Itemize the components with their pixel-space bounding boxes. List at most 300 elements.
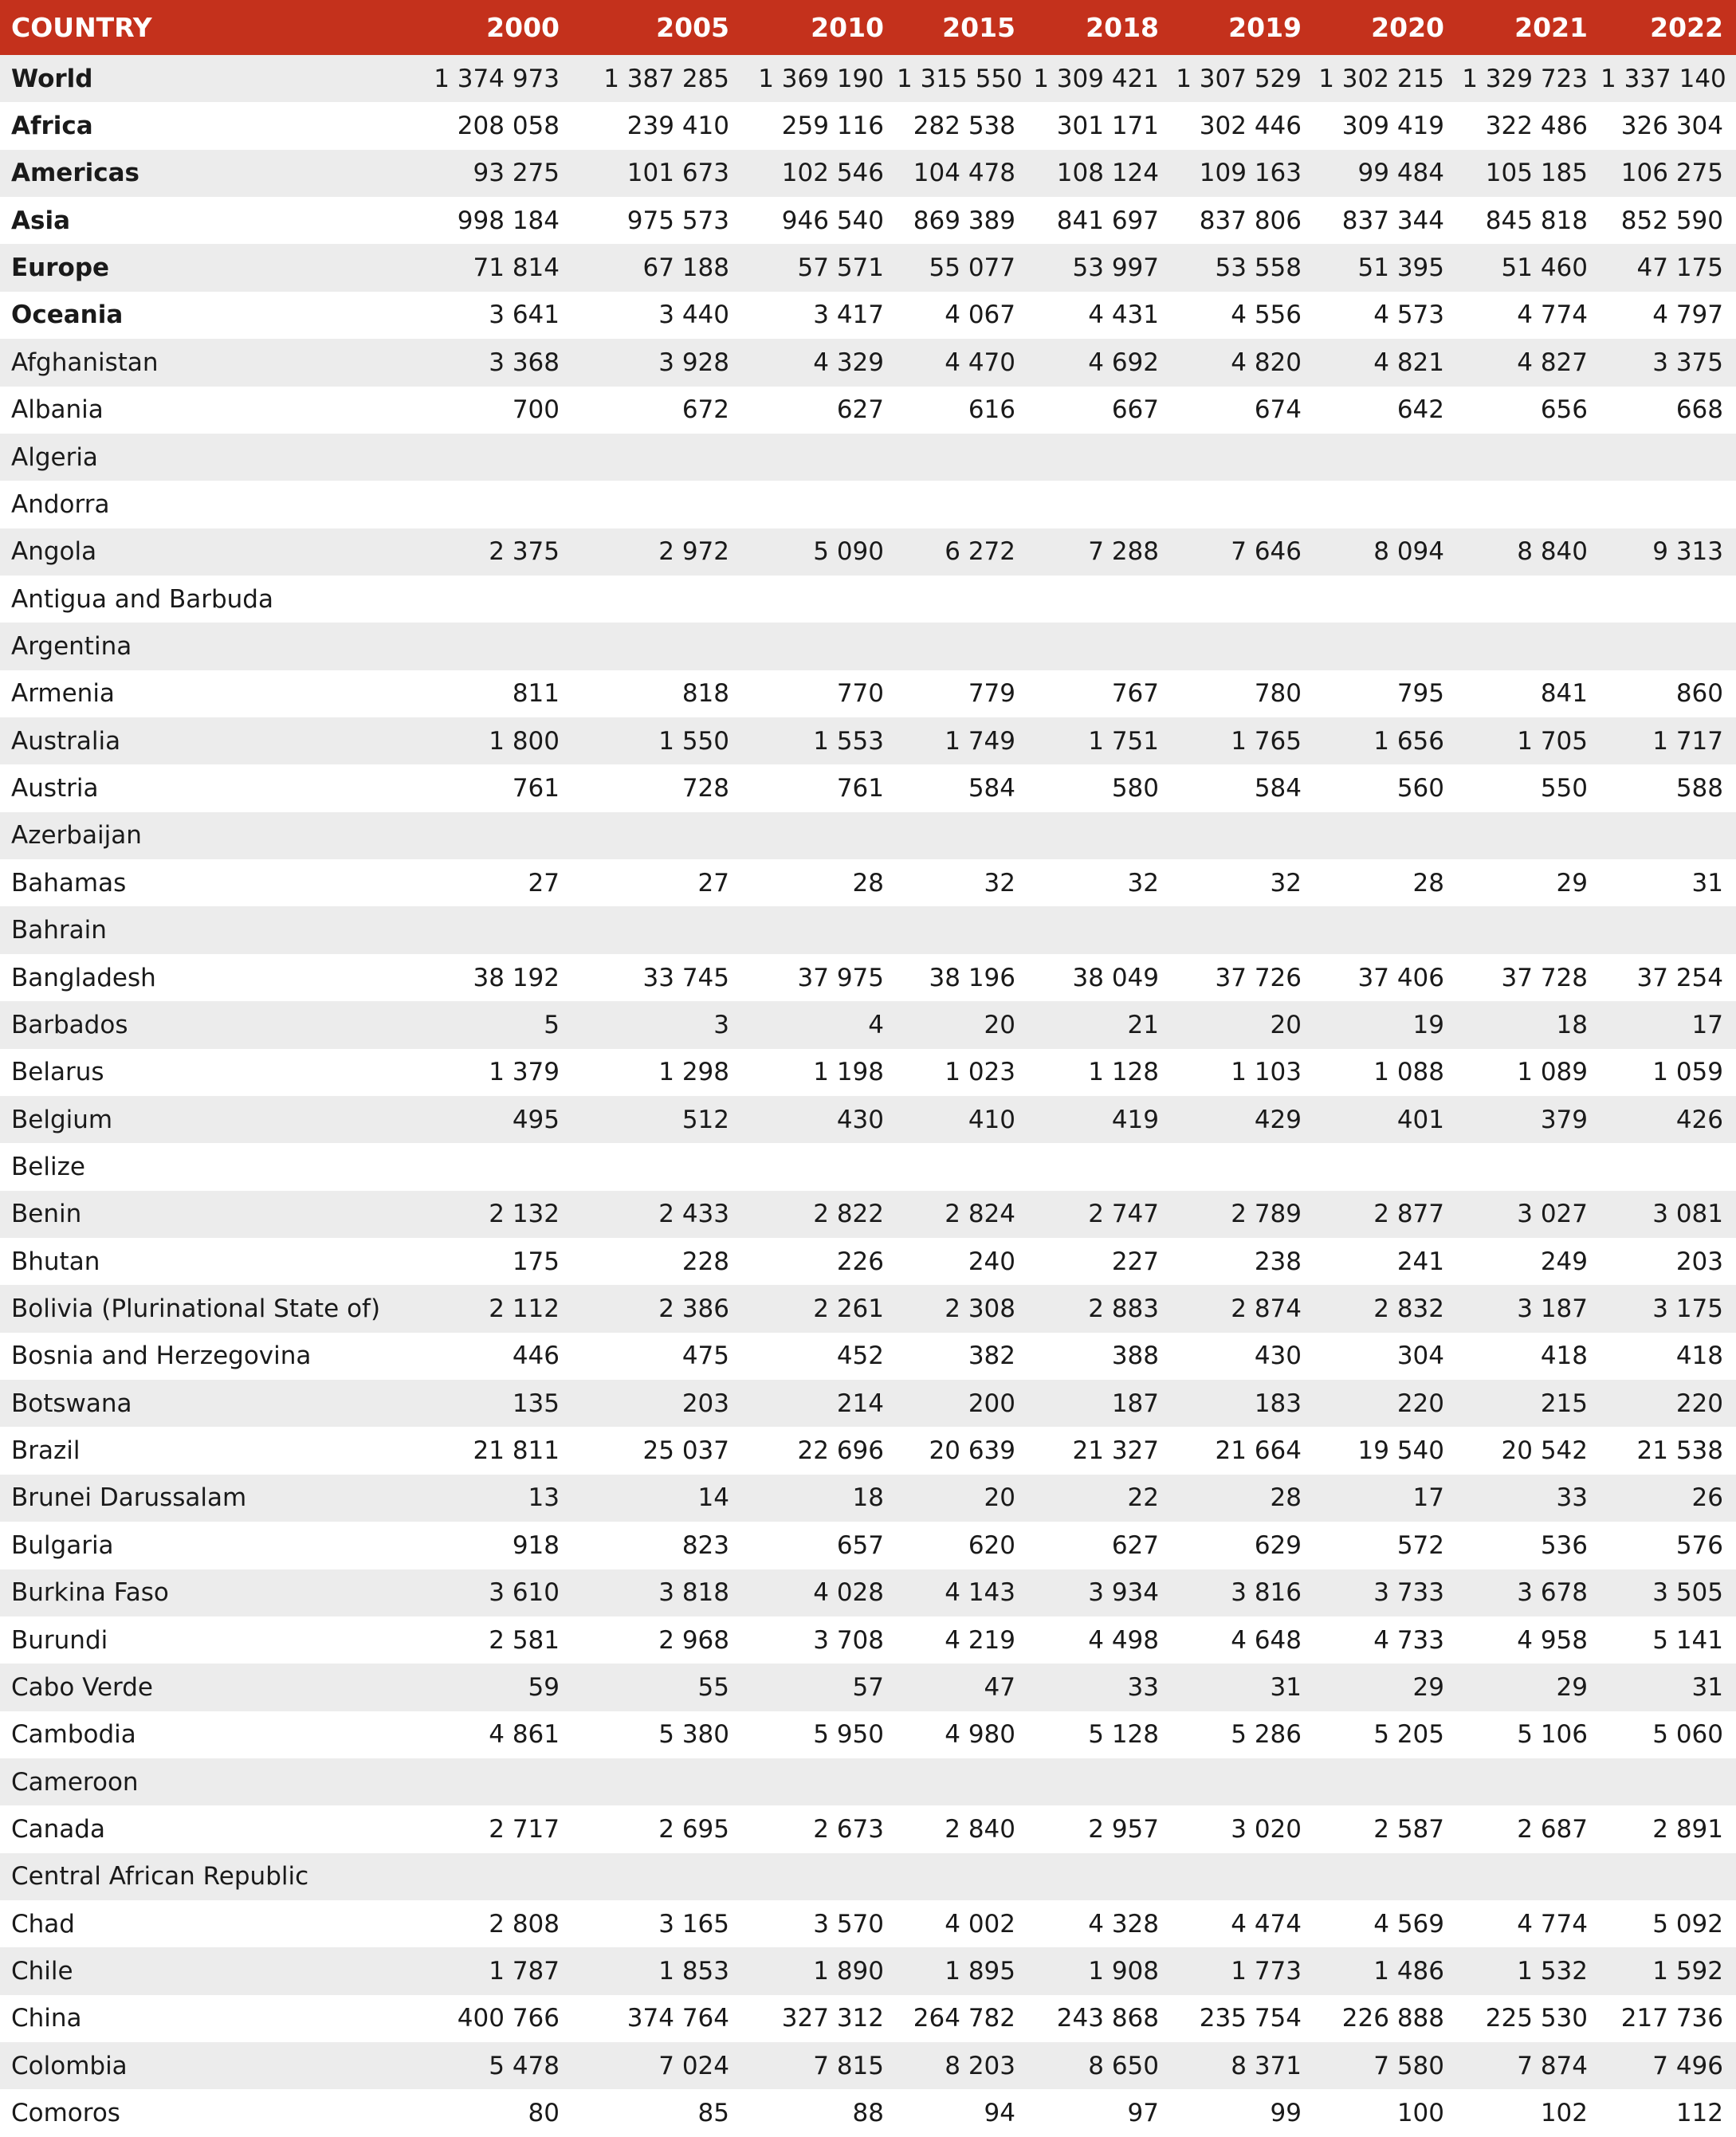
value-cell: 3 816	[1172, 1569, 1314, 1616]
value-cell: 301 171	[1028, 102, 1172, 149]
value-cell	[414, 623, 572, 670]
value-cell: 4 648	[1172, 1616, 1314, 1664]
value-cell: 31	[1600, 1664, 1736, 1711]
value-cell: 572	[1314, 1522, 1457, 1569]
value-cell: 106 275	[1600, 150, 1736, 197]
value-cell: 109 163	[1172, 150, 1314, 197]
value-cell	[742, 906, 897, 953]
table-row	[0, 292, 1736, 339]
value-cell: 47	[897, 1664, 1028, 1711]
value-cell: 208 058	[414, 102, 572, 149]
value-cell: 3 027	[1457, 1191, 1600, 1238]
value-cell	[1172, 623, 1314, 670]
value-cell: 7 580	[1314, 2042, 1457, 2089]
value-cell: 1 908	[1028, 1947, 1172, 1994]
table-row	[0, 1853, 1736, 1900]
country-name-cell: Burkina Faso	[0, 1569, 414, 1616]
value-cell: 1 787	[414, 1947, 572, 1994]
value-cell	[1172, 434, 1314, 481]
value-cell: 5 286	[1172, 1711, 1314, 1758]
value-cell: 37 728	[1457, 954, 1600, 1001]
table-row	[0, 528, 1736, 575]
value-cell	[1314, 575, 1457, 623]
value-cell: 3 175	[1600, 1285, 1736, 1332]
value-cell: 2 308	[897, 1285, 1028, 1332]
value-cell	[742, 1853, 897, 1900]
value-cell: 2 840	[897, 1805, 1028, 1852]
value-cell: 215	[1457, 1380, 1600, 1427]
value-cell: 4 797	[1600, 292, 1736, 339]
country-name-cell: Brazil	[0, 1427, 414, 1474]
value-cell: 105 185	[1457, 150, 1600, 197]
country-name-cell: Chad	[0, 1900, 414, 1947]
value-cell: 1 800	[414, 717, 572, 764]
value-cell: 3 165	[572, 1900, 742, 1947]
table-row	[0, 623, 1736, 670]
value-cell: 4 002	[897, 1900, 1028, 1947]
value-cell: 7 024	[572, 2042, 742, 2089]
value-cell: 426	[1600, 1096, 1736, 1143]
value-cell: 100	[1314, 2089, 1457, 2136]
value-cell: 2 891	[1600, 1805, 1736, 1852]
value-cell: 3 818	[572, 1569, 742, 1616]
value-cell: 1 298	[572, 1049, 742, 1096]
value-cell: 837 344	[1314, 197, 1457, 244]
value-cell	[1457, 481, 1600, 528]
value-cell	[414, 481, 572, 528]
value-cell: 779	[897, 670, 1028, 717]
value-cell	[1028, 906, 1172, 953]
value-cell: 5 106	[1457, 1711, 1600, 1758]
value-cell	[1172, 906, 1314, 953]
value-cell: 4 692	[1028, 339, 1172, 386]
country-name-cell: Comoros	[0, 2089, 414, 2136]
country-name-cell: Colombia	[0, 2042, 414, 2089]
value-cell	[1457, 1853, 1600, 1900]
value-cell: 203	[1600, 1238, 1736, 1285]
value-cell: 3 934	[1028, 1569, 1172, 1616]
value-cell: 2 972	[572, 528, 742, 575]
value-cell: 217 736	[1600, 1995, 1736, 2042]
country-name-cell: Central African Republic	[0, 1853, 414, 1900]
value-cell	[1600, 481, 1736, 528]
value-cell: 2 433	[572, 1191, 742, 1238]
value-cell: 226	[742, 1238, 897, 1285]
country-name-cell: Austria	[0, 764, 414, 811]
value-cell	[1600, 575, 1736, 623]
header-cell-year: 2019	[1172, 0, 1314, 55]
country-name-cell: Bangladesh	[0, 954, 414, 1001]
value-cell: 3	[572, 1001, 742, 1048]
value-cell	[414, 906, 572, 953]
value-cell: 203	[572, 1380, 742, 1427]
value-cell: 4 329	[742, 339, 897, 386]
value-cell	[1028, 623, 1172, 670]
table-row	[0, 1475, 1736, 1522]
value-cell: 55 077	[897, 244, 1028, 291]
value-cell	[1172, 1758, 1314, 1805]
table-row	[0, 1664, 1736, 1711]
value-cell: 4	[742, 1001, 897, 1048]
value-cell: 22 696	[742, 1427, 897, 1474]
value-cell: 28	[1172, 1475, 1314, 1522]
value-cell: 2 717	[414, 1805, 572, 1852]
table-row	[0, 954, 1736, 1001]
value-cell: 135	[414, 1380, 572, 1427]
value-cell: 57	[742, 1664, 897, 1711]
value-cell: 104 478	[897, 150, 1028, 197]
value-cell: 18	[742, 1475, 897, 1522]
value-cell	[897, 575, 1028, 623]
value-cell	[1028, 434, 1172, 481]
value-cell: 767	[1028, 670, 1172, 717]
value-cell: 475	[572, 1333, 742, 1380]
value-cell	[1028, 481, 1172, 528]
value-cell	[742, 623, 897, 670]
country-name-cell: Bahamas	[0, 859, 414, 906]
value-cell: 37 254	[1600, 954, 1736, 1001]
value-cell: 32	[897, 859, 1028, 906]
value-cell: 588	[1600, 764, 1736, 811]
value-cell: 259 116	[742, 102, 897, 149]
value-cell	[1314, 812, 1457, 859]
value-cell	[897, 1853, 1028, 1900]
value-cell: 7 815	[742, 2042, 897, 2089]
value-cell: 326 304	[1600, 102, 1736, 149]
value-cell: 59	[414, 1664, 572, 1711]
value-cell: 837 806	[1172, 197, 1314, 244]
country-name-cell: Cambodia	[0, 1711, 414, 1758]
value-cell: 5	[414, 1001, 572, 1048]
value-cell: 841 697	[1028, 197, 1172, 244]
country-name-cell: Afghanistan	[0, 339, 414, 386]
value-cell	[1600, 1758, 1736, 1805]
value-cell	[742, 434, 897, 481]
header-cell-country: COUNTRY	[0, 0, 414, 55]
table-row	[0, 1096, 1736, 1143]
country-name-cell: Benin	[0, 1191, 414, 1238]
value-cell	[1600, 1853, 1736, 1900]
value-cell: 5 950	[742, 1711, 897, 1758]
value-cell	[414, 1853, 572, 1900]
value-cell	[897, 812, 1028, 859]
value-cell: 4 470	[897, 339, 1028, 386]
value-cell: 19 540	[1314, 1427, 1457, 1474]
value-cell: 4 556	[1172, 292, 1314, 339]
header-cell-year: 2022	[1600, 0, 1736, 55]
value-cell: 67 188	[572, 244, 742, 291]
value-cell: 17	[1600, 1001, 1736, 1048]
value-cell	[414, 812, 572, 859]
value-cell: 1 374 973	[414, 55, 572, 102]
value-cell	[1457, 906, 1600, 953]
value-cell: 33	[1457, 1475, 1600, 1522]
value-cell: 674	[1172, 387, 1314, 434]
value-cell: 175	[414, 1238, 572, 1285]
value-cell: 2 877	[1314, 1191, 1457, 1238]
value-cell: 2 822	[742, 1191, 897, 1238]
value-cell: 852 590	[1600, 197, 1736, 244]
value-cell: 1 103	[1172, 1049, 1314, 1096]
value-cell: 1 059	[1600, 1049, 1736, 1096]
value-cell: 99 484	[1314, 150, 1457, 197]
value-cell: 3 368	[414, 339, 572, 386]
value-cell: 4 861	[414, 1711, 572, 1758]
value-cell: 2 261	[742, 1285, 897, 1332]
value-cell: 667	[1028, 387, 1172, 434]
value-cell: 227	[1028, 1238, 1172, 1285]
value-cell	[1028, 812, 1172, 859]
value-cell: 1 895	[897, 1947, 1028, 1994]
country-name-cell: Albania	[0, 387, 414, 434]
value-cell	[1600, 623, 1736, 670]
value-cell: 780	[1172, 670, 1314, 717]
value-cell	[572, 1853, 742, 1900]
value-cell	[897, 623, 1028, 670]
value-cell: 327 312	[742, 1995, 897, 2042]
value-cell: 4 774	[1457, 292, 1600, 339]
value-cell	[572, 1758, 742, 1805]
value-cell: 18	[1457, 1001, 1600, 1048]
value-cell: 2 695	[572, 1805, 742, 1852]
value-cell: 2 808	[414, 1900, 572, 1947]
value-cell: 2 883	[1028, 1285, 1172, 1332]
value-cell: 1 656	[1314, 717, 1457, 764]
value-cell	[742, 1143, 897, 1190]
value-cell: 1 307 529	[1172, 55, 1314, 102]
value-cell: 3 733	[1314, 1569, 1457, 1616]
value-cell: 1 329 723	[1457, 55, 1600, 102]
value-cell: 1 553	[742, 717, 897, 764]
value-cell: 2 747	[1028, 1191, 1172, 1238]
value-cell: 629	[1172, 1522, 1314, 1569]
value-cell: 388	[1028, 1333, 1172, 1380]
value-cell	[1457, 575, 1600, 623]
table-row	[0, 387, 1736, 434]
value-cell: 1 369 190	[742, 55, 897, 102]
value-cell: 28	[1314, 859, 1457, 906]
value-cell: 2 386	[572, 1285, 742, 1332]
value-cell: 20	[1172, 1001, 1314, 1048]
header-row	[0, 0, 1736, 55]
value-cell: 187	[1028, 1380, 1172, 1427]
value-cell: 2 824	[897, 1191, 1028, 1238]
value-cell: 620	[897, 1522, 1028, 1569]
country-name-cell: Angola	[0, 528, 414, 575]
value-cell: 71 814	[414, 244, 572, 291]
value-cell: 3 375	[1600, 339, 1736, 386]
value-cell	[414, 434, 572, 481]
value-cell	[1314, 1758, 1457, 1805]
value-cell: 860	[1600, 670, 1736, 717]
value-cell: 4 774	[1457, 1900, 1600, 1947]
value-cell: 1 486	[1314, 1947, 1457, 1994]
table-row	[0, 1616, 1736, 1664]
value-cell: 3 505	[1600, 1569, 1736, 1616]
value-cell: 29	[1457, 859, 1600, 906]
value-cell: 946 540	[742, 197, 897, 244]
country-name-cell: China	[0, 1995, 414, 2042]
country-name-cell: Barbados	[0, 1001, 414, 1048]
value-cell: 550	[1457, 764, 1600, 811]
value-cell: 1 387 285	[572, 55, 742, 102]
value-cell: 761	[414, 764, 572, 811]
header-cell-year: 2005	[572, 0, 742, 55]
value-cell: 627	[742, 387, 897, 434]
value-cell	[1028, 1143, 1172, 1190]
value-cell: 29	[1314, 1664, 1457, 1711]
value-cell: 5 141	[1600, 1616, 1736, 1664]
country-name-cell: Brunei Darussalam	[0, 1475, 414, 1522]
value-cell	[1172, 1853, 1314, 1900]
value-cell: 20	[897, 1001, 1028, 1048]
value-cell: 761	[742, 764, 897, 811]
country-name-cell: Cabo Verde	[0, 1664, 414, 1711]
value-cell: 31	[1172, 1664, 1314, 1711]
value-cell	[1457, 1758, 1600, 1805]
value-cell: 55	[572, 1664, 742, 1711]
value-cell: 85	[572, 2089, 742, 2136]
value-cell	[572, 623, 742, 670]
value-cell: 225 530	[1457, 1995, 1600, 2042]
value-cell: 642	[1314, 387, 1457, 434]
country-name-cell: Belarus	[0, 1049, 414, 1096]
value-cell	[897, 481, 1028, 528]
value-cell: 627	[1028, 1522, 1172, 1569]
table-row	[0, 481, 1736, 528]
value-cell: 32	[1028, 859, 1172, 906]
value-cell: 31	[1600, 859, 1736, 906]
value-cell: 2 132	[414, 1191, 572, 1238]
value-cell: 2 874	[1172, 1285, 1314, 1332]
value-cell: 9 313	[1600, 528, 1736, 575]
value-cell	[1172, 1143, 1314, 1190]
value-cell: 2 375	[414, 528, 572, 575]
value-cell: 3 678	[1457, 1569, 1600, 1616]
country-name-cell: Oceania	[0, 292, 414, 339]
value-cell	[1028, 575, 1172, 623]
table-row	[0, 906, 1736, 953]
value-cell: 5 092	[1600, 1900, 1736, 1947]
value-cell: 14	[572, 1475, 742, 1522]
value-cell: 3 440	[572, 292, 742, 339]
value-cell: 1 532	[1457, 1947, 1600, 1994]
value-cell: 240	[897, 1238, 1028, 1285]
value-cell	[1314, 1143, 1457, 1190]
value-cell: 241	[1314, 1238, 1457, 1285]
value-cell: 410	[897, 1096, 1028, 1143]
value-cell: 220	[1600, 1380, 1736, 1427]
value-cell	[1314, 623, 1457, 670]
value-cell: 1 379	[414, 1049, 572, 1096]
value-cell: 8 371	[1172, 2042, 1314, 2089]
table-row	[0, 1947, 1736, 1994]
value-cell: 13	[414, 1475, 572, 1522]
value-cell: 32	[1172, 859, 1314, 906]
value-cell: 7 288	[1028, 528, 1172, 575]
value-cell: 304	[1314, 1333, 1457, 1380]
value-cell	[572, 812, 742, 859]
value-cell: 1 592	[1600, 1947, 1736, 1994]
value-cell: 560	[1314, 764, 1457, 811]
value-cell: 1 853	[572, 1947, 742, 1994]
table-row	[0, 859, 1736, 906]
value-cell: 4 431	[1028, 292, 1172, 339]
value-cell: 382	[897, 1333, 1028, 1380]
value-cell: 3 187	[1457, 1285, 1600, 1332]
value-cell: 374 764	[572, 1995, 742, 2042]
value-cell: 998 184	[414, 197, 572, 244]
table-row	[0, 102, 1736, 149]
table-row	[0, 434, 1736, 481]
value-cell: 2 581	[414, 1616, 572, 1664]
table-row	[0, 1995, 1736, 2042]
value-cell: 37 406	[1314, 954, 1457, 1001]
value-cell	[1457, 434, 1600, 481]
value-cell: 80	[414, 2089, 572, 2136]
value-cell: 1 128	[1028, 1049, 1172, 1096]
value-cell: 183	[1172, 1380, 1314, 1427]
value-cell	[1457, 812, 1600, 859]
table-row	[0, 2042, 1736, 2089]
value-cell: 2 673	[742, 1805, 897, 1852]
value-cell: 4 498	[1028, 1616, 1172, 1664]
value-cell: 37 975	[742, 954, 897, 1001]
value-cell: 21 538	[1600, 1427, 1736, 1474]
value-cell: 249	[1457, 1238, 1600, 1285]
value-cell: 101 673	[572, 150, 742, 197]
value-cell: 1 089	[1457, 1049, 1600, 1096]
value-cell: 8 650	[1028, 2042, 1172, 2089]
header-cell-year: 2010	[742, 0, 897, 55]
value-cell: 2 789	[1172, 1191, 1314, 1238]
value-cell: 418	[1457, 1333, 1600, 1380]
table-row	[0, 55, 1736, 102]
country-name-cell: World	[0, 55, 414, 102]
country-name-cell: Burundi	[0, 1616, 414, 1664]
value-cell	[742, 1758, 897, 1805]
value-cell: 51 395	[1314, 244, 1457, 291]
value-cell: 25 037	[572, 1427, 742, 1474]
value-cell	[414, 1143, 572, 1190]
value-cell: 1 337 140	[1600, 55, 1736, 102]
value-cell: 309 419	[1314, 102, 1457, 149]
table-row	[0, 575, 1736, 623]
table-row	[0, 717, 1736, 764]
value-cell	[1600, 906, 1736, 953]
value-cell: 17	[1314, 1475, 1457, 1522]
value-cell	[1314, 434, 1457, 481]
value-cell: 452	[742, 1333, 897, 1380]
value-cell: 99	[1172, 2089, 1314, 2136]
table-row	[0, 197, 1736, 244]
value-cell: 214	[742, 1380, 897, 1427]
value-cell: 3 081	[1600, 1191, 1736, 1238]
value-cell	[897, 1758, 1028, 1805]
value-cell: 512	[572, 1096, 742, 1143]
value-cell: 97	[1028, 2089, 1172, 2136]
value-cell: 657	[742, 1522, 897, 1569]
value-cell: 580	[1028, 764, 1172, 811]
country-name-cell: Azerbaijan	[0, 812, 414, 859]
value-cell	[742, 812, 897, 859]
value-cell: 1 765	[1172, 717, 1314, 764]
value-cell	[1314, 906, 1457, 953]
value-cell	[1314, 1853, 1457, 1900]
value-cell: 3 570	[742, 1900, 897, 1947]
table-row	[0, 670, 1736, 717]
value-cell: 94	[897, 2089, 1028, 2136]
